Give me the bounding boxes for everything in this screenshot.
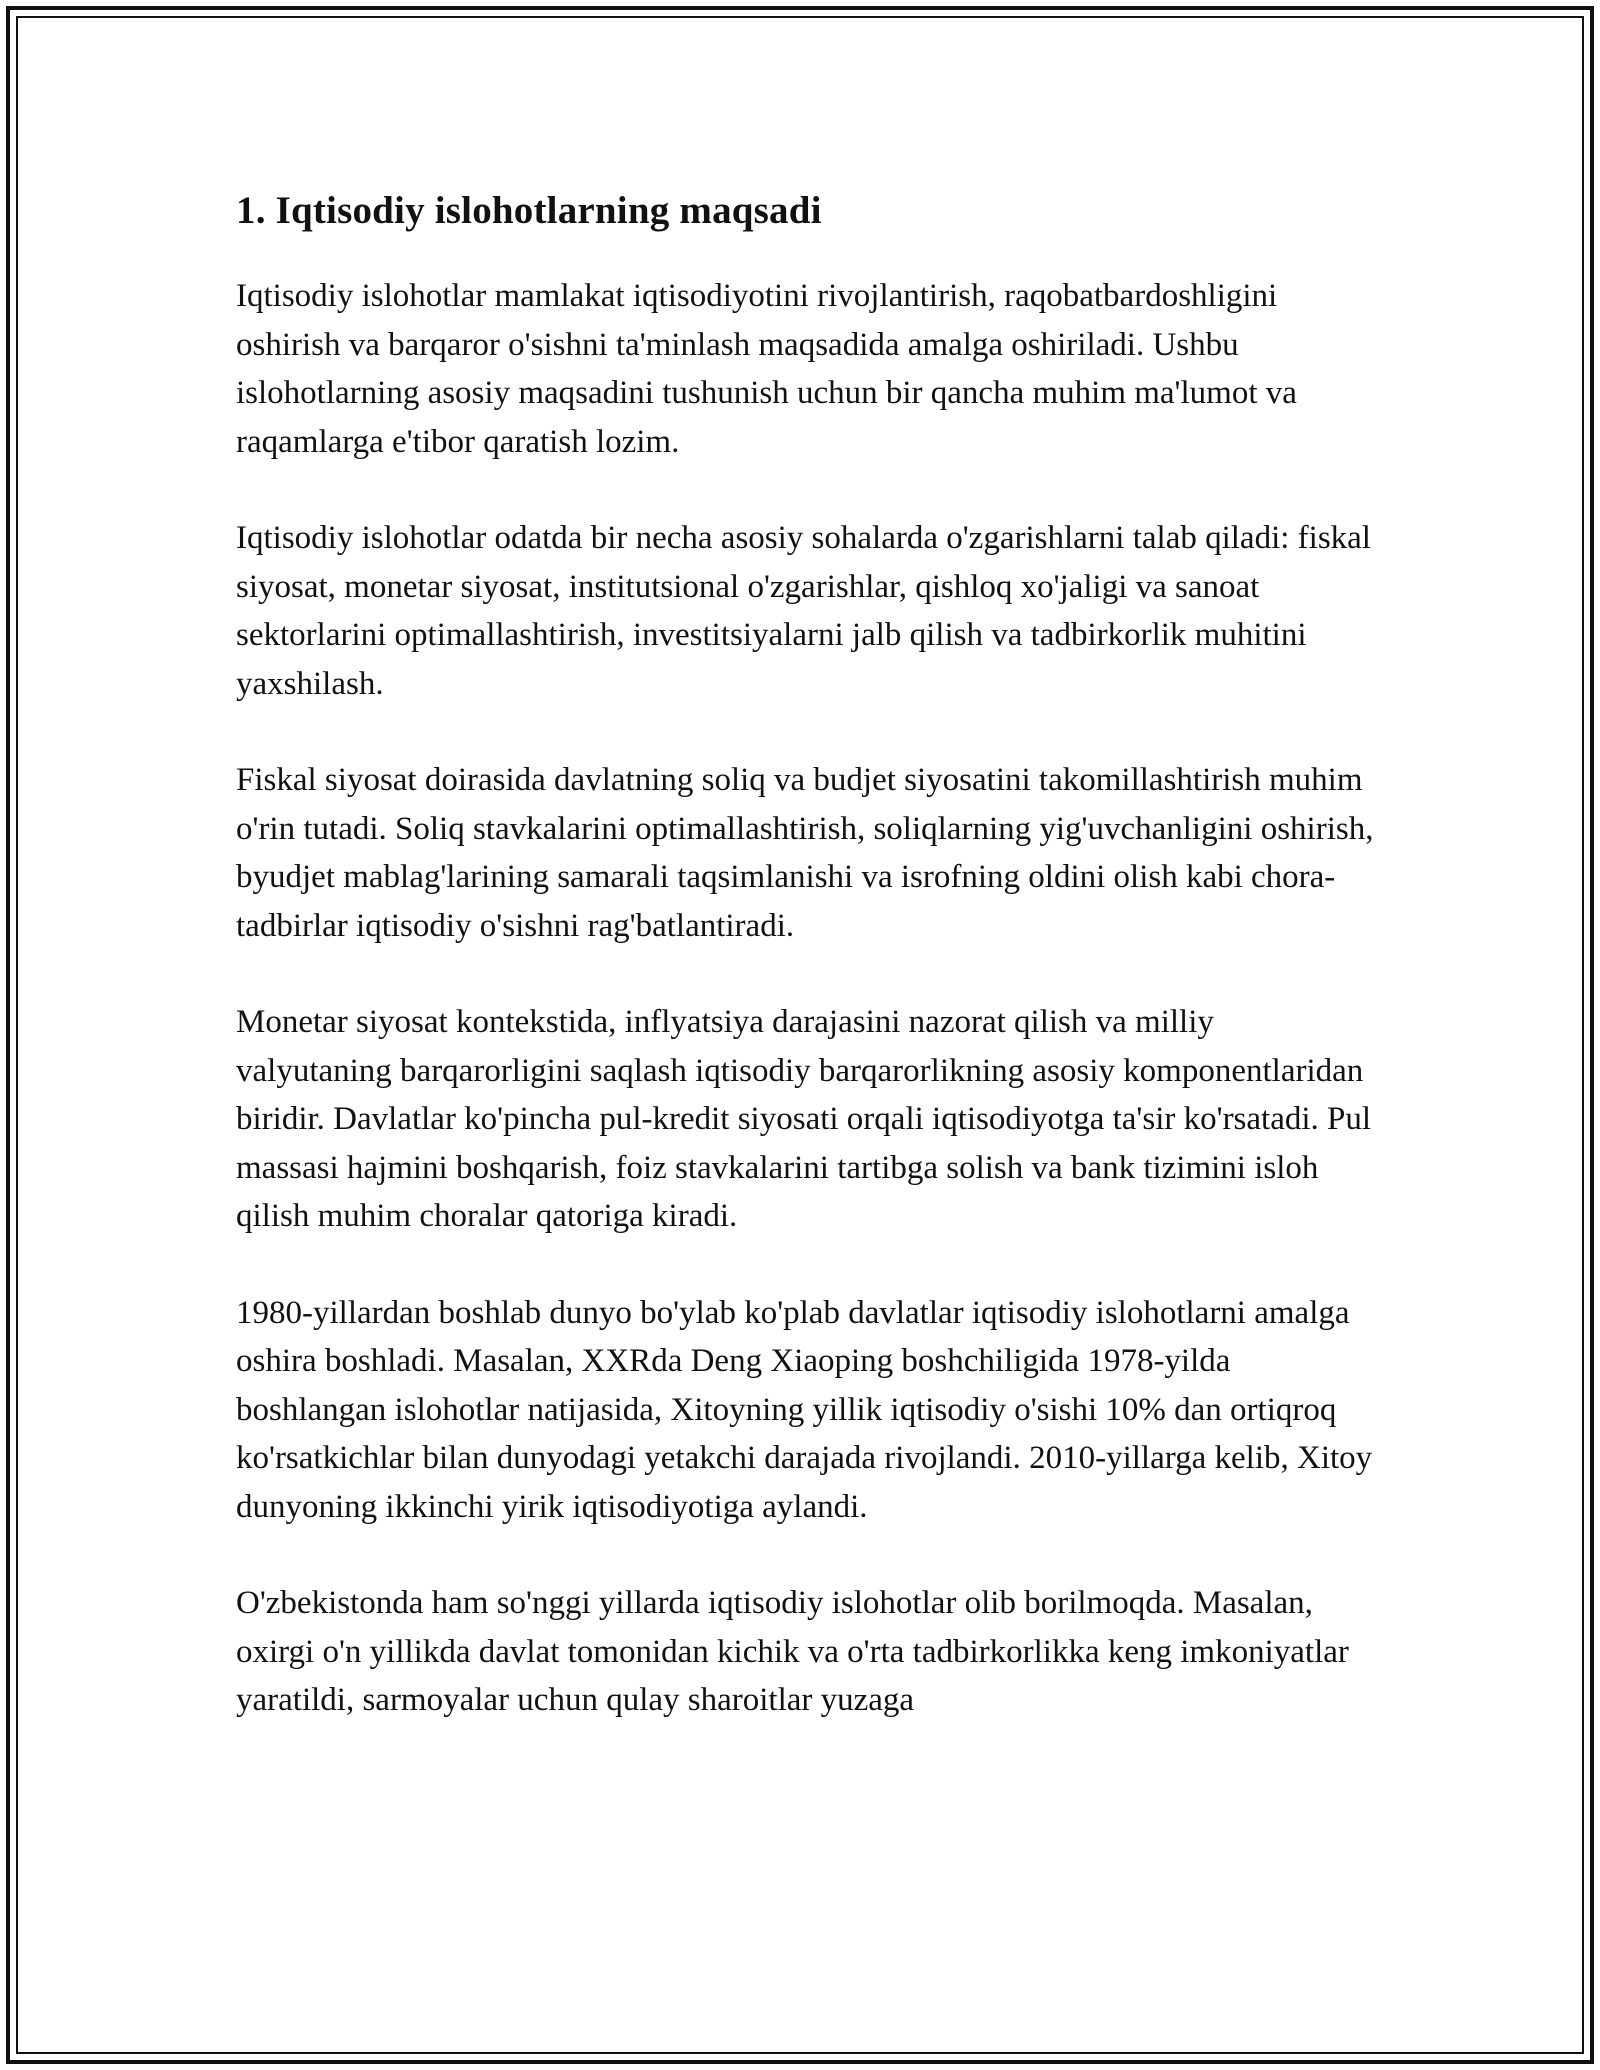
paragraph-intro: Iqtisodiy islohotlar mamlakat iqtisodiyotini rivojlantirish, raqobatbardoshligini oshirish va barqaror o'sishni ta'minlash maqsadida amalga oshiriladi. Ushbu islohotlarning asosiy maqsadini tushunish uchun bir qancha muhim ma'lumot va raqamlarga e'tibor qaratish lozim. <box>236 278 1297 460</box>
document-body <box>236 186 1376 1725</box>
paragraph-china-reforms: 1980-yillardan boshlab dunyo bo'ylab ko'plab davlatlar iqtisodiy islohotlarni amalga oshira boshladi. Masalan, XXRda Deng Xiaoping boshchiligida 1978-yilda boshlangan islohotlar natijasida, Xitoyning yillik iqtisodiy o'sishi 10% dan ortiqroq ko'rsatkichlar bilan dunyodagi yetakchi darajada rivojlandi. 2010-yillarga kelib, Xitoy dunyoning ikkinchi yirik iqtisodiyotiga aylandi. <box>236 1294 1373 1525</box>
section-heading: 1. Iqtisodiy islohotlarning maqsadi <box>236 189 822 232</box>
paragraph-reform-areas: Iqtisodiy islohotlar odatda bir necha asosiy sohalarda o'zgarishlarni talab qiladi: fiskal siyosat, monetar siyosat, institutsional o'zgarishlar, qishloq xo'jaligi va sanoat sektorlarini optimallashtirish, investitsiyalarni jalb qilish va tadbirkorlik muhitini yaxshilash. <box>236 520 1371 702</box>
paragraph-uzbekistan-reforms: O'zbekistonda ham so'nggi yillarda iqtisodiy islohotlar olib borilmoqda. Masalan, oxirgi o'n yillikda davlat tomonidan kichik va o'rta tadbirkorlikka keng imkoniyatlar yaratildi, sarmoyalar uchun qulay sharoitlar yuzaga <box>236 1585 1349 1718</box>
paragraph-monetary-policy: Monetar siyosat kontekstida, inflyatsiya darajasini nazorat qilish va milliy valyutaning barqarorligini saqlash iqtisodiy barqarorlikning asosiy komponentlaridan biridir. Davlatlar ko'pincha pul-kredit siyosati orqali iqtisodiyotga ta'sir ko'rsatadi. Pul massasi hajmini boshqarish, foiz stavkalarini tartibga solish va bank tizimini isloh qilish muhim choralar qatoriga kiradi. <box>236 1004 1372 1234</box>
paragraph-fiscal-policy: Fiskal siyosat doirasida davlatning soliq va budjet siyosatini takomillashtirish muhim o'rin tutadi. Soliq stavkalarini optimallashtirish, soliqlarning yig'uvchanligini oshirish, byudjet mablag'larining samarali taqsimlanishi va isrofning oldini olish kabi chora-tadbirlar iqtisodiy o'sishni rag'batlantiradi. <box>236 762 1374 944</box>
